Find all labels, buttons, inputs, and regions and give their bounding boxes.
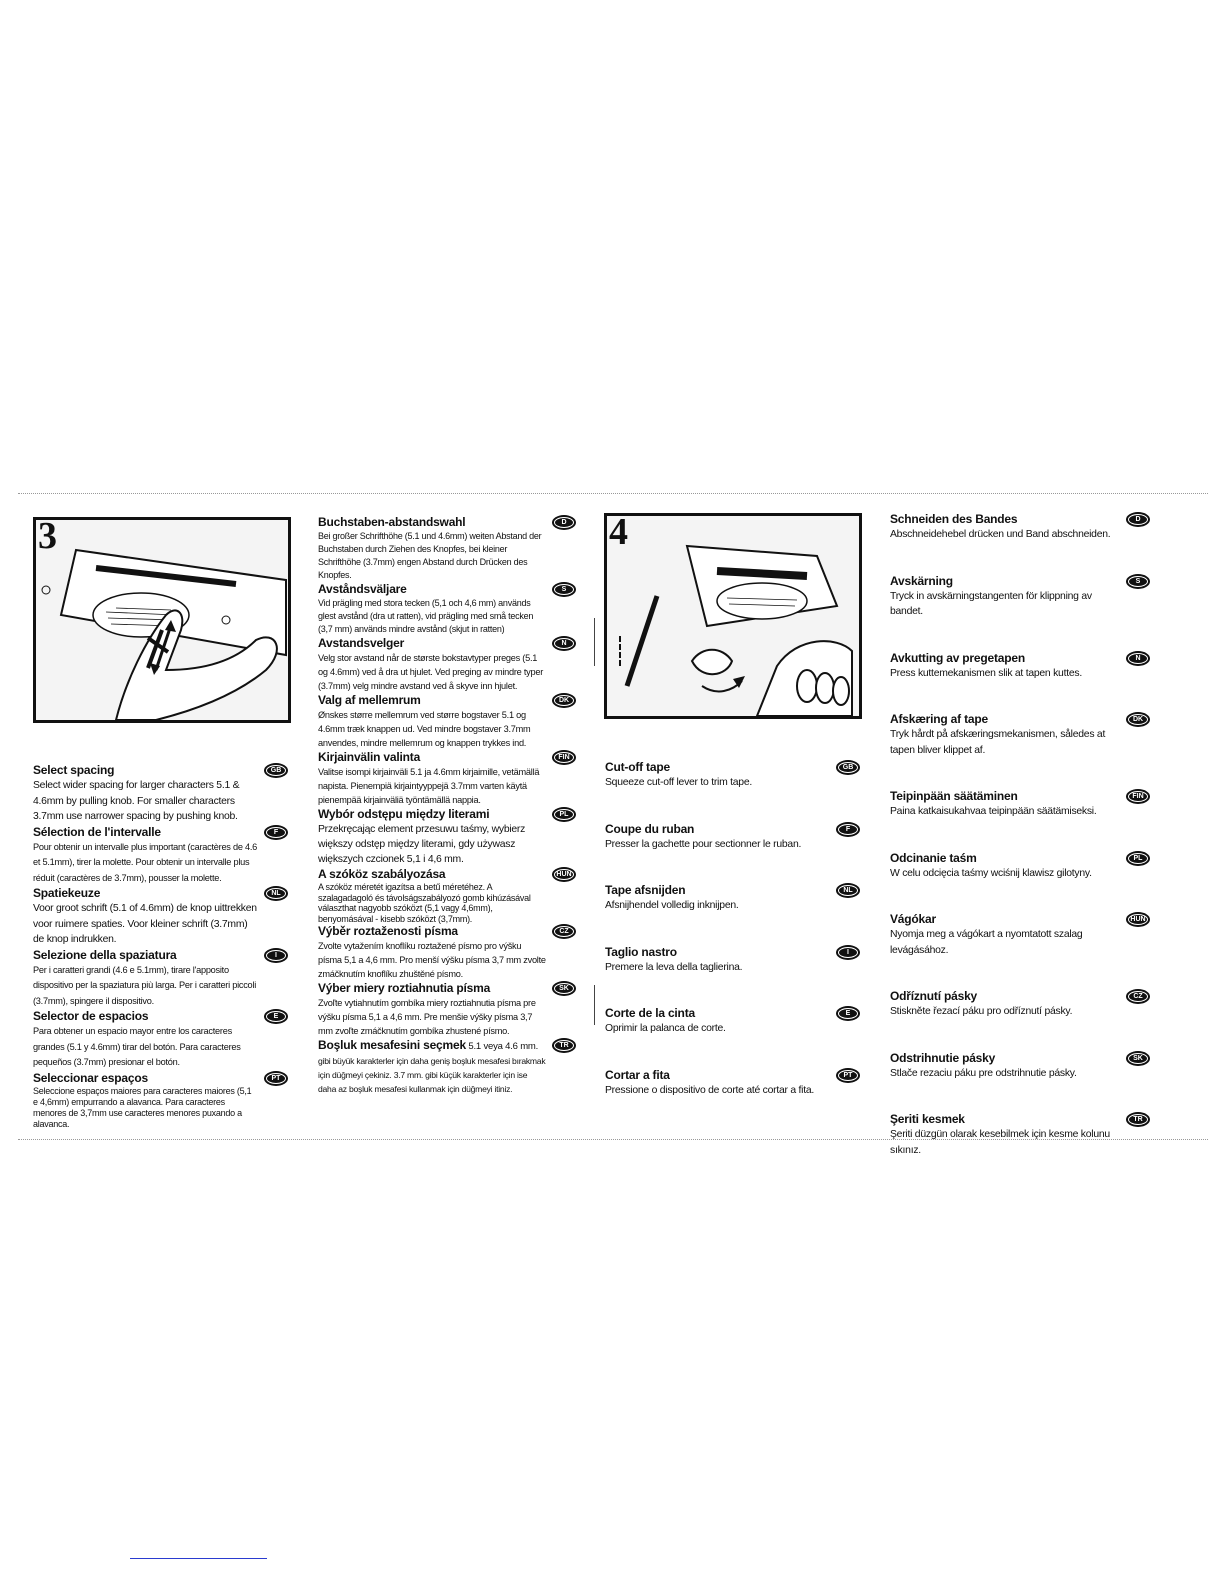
step3-number: 3: [38, 517, 57, 557]
section-body: Para obtener un espacio mayor entre los caracteres grandes (5.1 y 4.6mm) tirar del botón. Para caracteres pequeños (3.7mm) presionar el botón.: [33, 1026, 241, 1067]
section-cutoff-sk: [890, 1051, 1150, 1082]
section-body: Velg stor avstand når de største bokstavtyper preges (5.1 og 4.6mm) ved å dra ut hjulet. Ved preging av mindre typer (3.7mm) velg mindre avstand ved å skyve inn hjulet.: [318, 653, 544, 691]
language-badge-tr: TR: [1126, 1112, 1150, 1127]
bracket-lower: [594, 985, 595, 1025]
section-body: Şeriti düzgün olarak kesebilmek için kesme kolunu sıkınız.: [890, 1129, 1110, 1156]
section-cutoff-nl: [605, 883, 860, 914]
section-title: Spatiekeuze: [33, 886, 101, 900]
section-cutoff-d: [890, 512, 1150, 543]
language-badge-cz: CZ: [1126, 989, 1150, 1004]
section-cutoff-i: [605, 945, 860, 976]
section-spacing-pt: [33, 1071, 288, 1130]
section-title: Tape afsnijden: [605, 883, 686, 897]
section-spacing-d: [318, 515, 576, 582]
section-title: Avstandsvelger: [318, 636, 405, 650]
section-body: Squeeze cut-off lever to trim tape.: [605, 777, 752, 788]
section-title: Odříznutí pásky: [890, 989, 978, 1003]
language-badge-s: S: [1126, 574, 1150, 589]
language-badge-i: I: [264, 948, 288, 963]
section-spacing-e: [33, 1009, 288, 1071]
section-spacing-s: [318, 582, 576, 636]
language-badge-e: E: [264, 1009, 288, 1024]
section-title: Výběr roztaženosti písma: [318, 924, 458, 938]
section-title-text: Boşluk mesafesini seçmek: [318, 1038, 466, 1052]
language-badge-pl: PL: [1126, 851, 1150, 866]
section-body: Bei großer Schrifthöhe (5.1 und 4.6mm) weiten Abstand der Buchstaben durch Ziehen des Knopfes, bei kleiner Schrifthöhe (3.7mm) engen Abstand durch Drücken des Knopfes.: [318, 531, 542, 580]
section-title: Cortar a fita: [605, 1067, 670, 1082]
section-body: Afsnijhendel volledig inknijpen.: [605, 900, 739, 911]
step4-illustration: [604, 513, 862, 719]
language-badge-sk: SK: [552, 981, 576, 996]
section-cutoff-fin: [890, 789, 1150, 820]
section-body: Vid prägling med stora tecken (5,1 och 4,6 mm) används glest avstånd (dra ut ratten), vid prägling med små tecken (3,7 mm) används mindre avstånd (skjut in ratten): [318, 598, 534, 634]
language-badge-n: N: [552, 636, 576, 651]
section-spacing-cz: [318, 924, 576, 981]
section-body: gibi büyük karakterler için daha geniş boşluk mesafesi bırakmak için düğmeyi çekiniz. 3.7 mm. gibi küçük karakterler için ise daha az boşluk mesafesi kullanmak için düğmeyi itiniz.: [318, 1056, 546, 1094]
section-body: Pour obtenir un intervalle plus important (caractères de 4.6 et 5.1mm), tirer la molette. Pour obtenir un intervalle plus réduit (caractères de 3.7mm), pousser la molette.: [33, 841, 258, 883]
cutoff-column-1: [605, 760, 860, 1129]
top-dotted-rule: [18, 493, 1208, 494]
section-title: Teipinpään säätäminen: [890, 789, 1018, 803]
section-title: Corte de la cinta: [605, 1006, 695, 1020]
section-title: A szóköz szabályozása: [318, 867, 446, 881]
section-title: Valg af mellemrum: [318, 693, 421, 707]
section-spacing-n: [318, 636, 576, 693]
section-title: Seleccionar espaços: [33, 1070, 148, 1085]
section-cutoff-e: [605, 1006, 860, 1037]
section-body: Tryk hårdt på afskæringsmekanismen, således at tapen bliver klippet af.: [890, 729, 1106, 756]
language-badge-i: I: [836, 945, 860, 960]
section-title: Coupe du ruban: [605, 821, 695, 836]
hand-pulling-knob-illustration: [36, 520, 288, 720]
section-body: Abschneidehebel drücken und Band abschneiden.: [890, 529, 1111, 540]
section-cutoff-dk: [890, 712, 1150, 758]
section-spacing-fin: [318, 750, 576, 807]
language-badge-f: F: [264, 825, 288, 840]
language-badge-e: E: [836, 1006, 860, 1021]
language-badge-n: N: [1126, 651, 1150, 666]
section-body: A szóköz méretét igazítsa a betű méretéhez. A szalagadagoló és távolságszabályozó gomb kihúzásával választhat nagyobb szóközt (5,1 vagy 4,6mm), benyomásával - kisebb szóközt (3,7mm).: [318, 882, 531, 924]
section-body: Select wider spacing for larger characters 5.1 & 4.6mm by pulling knob. For smaller characters 3.7mm use narrower spacing by pushing knob.: [33, 780, 240, 822]
section-title: Odcinanie taśm: [890, 850, 977, 865]
language-badge-hun: HUN: [1126, 912, 1150, 927]
language-badge-nl: NL: [264, 886, 288, 901]
language-badge-tr: TR: [552, 1038, 576, 1053]
section-spacing-i: [33, 948, 288, 1010]
section-title: Select spacing: [33, 763, 115, 777]
section-title: Selector de espacios: [33, 1009, 149, 1023]
section-title: Selezione della spaziatura: [33, 947, 177, 962]
section-title-suffix: 5.1 veya 4.6 mm.: [465, 1041, 539, 1052]
language-badge-cz: CZ: [552, 924, 576, 939]
section-cutoff-tr: [890, 1112, 1150, 1158]
section-cutoff-pl: [890, 851, 1150, 882]
language-badge-fin: FIN: [1126, 789, 1150, 804]
footer-link-underline[interactable]: [130, 1558, 267, 1559]
spacing-column-2: [318, 515, 576, 1096]
section-body: Ønskes større mellemrum ved større bogstaver 5.1 og 4.6mm træk knappen ud. Ved mindre bogstaver 3.7mm anvendes, mindre mellemrum og knappen trykkes ind.: [318, 710, 531, 748]
section-spacing-tr: [318, 1038, 576, 1096]
section-body: Presser la gachette pour sectionner le ruban.: [605, 838, 802, 850]
language-badge-pl: PL: [552, 807, 576, 822]
step4-number: 4: [609, 513, 628, 553]
section-spacing-sk: [318, 981, 576, 1038]
section-title: Buchstaben-abstandswahl: [318, 515, 466, 529]
section-spacing-gb: [33, 763, 288, 825]
section-title: Schneiden des Bandes: [890, 512, 1018, 526]
section-cutoff-pt: [605, 1068, 860, 1099]
language-badge-d: D: [1126, 512, 1150, 527]
language-badge-d: D: [552, 515, 576, 530]
language-badge-dk: DK: [1126, 712, 1150, 727]
section-body: Paina katkaisukahvaa teipinpään säätämiseksi.: [890, 806, 1097, 817]
language-badge-hun: HUN: [552, 867, 576, 882]
section-title: Kirjainvälin valinta: [318, 750, 421, 764]
section-body: Press kuttemekanismen slik at tapen kuttes.: [890, 667, 1082, 679]
section-title: Výber miery roztiahnutia písma: [318, 981, 491, 995]
spacing-column-1: [33, 763, 288, 1130]
section-body: Nyomja meg a vágókart a nyomtatott szalag levágásához.: [890, 929, 1083, 956]
section-body: Zvoľte vytiahnutím gombíka miery roztiahnutia písma pre výšku písma 5,1 a 4,6 mm. Pre menšie výšky písma 3,7 mm zvoľte zmáčknutím gombíka zhustené písmo.: [318, 998, 536, 1036]
language-badge-pt: PT: [264, 1071, 288, 1086]
section-spacing-f: [33, 825, 288, 887]
section-spacing-pl: [318, 807, 576, 867]
section-body: Zvolte vytažením knoflíku roztažené písmo pro výšku písma 5,1 a 4,6 mm. Pro menší výšku písma 3,7 mm zvolte zmáčknutím knoflíku zhuštěné písmo.: [318, 941, 546, 979]
section-body: Premere la leva della taglierina.: [605, 961, 743, 973]
language-badge-gb: GB: [264, 763, 288, 778]
section-title: Cut-off tape: [605, 760, 670, 774]
section-cutoff-cz: [890, 989, 1150, 1020]
language-badge-pt: PT: [836, 1068, 860, 1083]
hand-squeezing-cutoff-illustration: [607, 516, 859, 716]
section-body: Stiskněte řezací páku pro odříznutí pásky.: [890, 1006, 1073, 1017]
section-body: Oprimir la palanca de corte.: [605, 1023, 726, 1034]
section-title: Afskæring af tape: [890, 712, 988, 726]
section-cutoff-s: [890, 574, 1150, 620]
language-badge-s: S: [552, 582, 576, 597]
section-body: Przekręcając element przesuwu taśmy, wybierz większy odstęp między literami, gdy używasz większych czcionek 5,1 i 4,6 mm.: [318, 824, 526, 865]
section-body: Stlače rezaciu páku pre odstrihnutie pásky.: [890, 1067, 1077, 1079]
section-spacing-hun: [318, 867, 576, 924]
language-badge-fin: FIN: [552, 750, 576, 765]
section-title: Avskärning: [890, 573, 953, 588]
section-spacing-dk: [318, 693, 576, 750]
language-badge-nl: NL: [836, 883, 860, 898]
section-title: Taglio nastro: [605, 944, 677, 959]
section-title: Şeriti kesmek: [890, 1112, 965, 1126]
section-cutoff-n: [890, 651, 1150, 682]
section-body: Valitse isompi kirjainväli 5.1 ja 4.6mm kirjaimille, vetämällä napista. Pienempiä kirjaintyyppejä 3.7mm varten käytä pienempää kirjainväliä työntämällä nappia.: [318, 767, 540, 805]
section-cutoff-hun: [890, 912, 1150, 958]
section-cutoff-gb: [605, 760, 860, 791]
section-body: W celu odcięcia taśmy wciśnij klawisz gilotyny.: [890, 867, 1092, 879]
section-body: Seleccione espaços maiores para caracteres maiores (5,1 e 4,6mm) empurrando a alavanca. Para caracteres menores de 3,7mm use caracteres menores puxando a alavanca.: [33, 1085, 252, 1129]
section-title: Vágókar: [890, 912, 936, 926]
language-badge-sk: SK: [1126, 1051, 1150, 1066]
section-body: Tryck in avskärningstangenten för klippning av bandet.: [890, 590, 1092, 617]
section-body: Per i caratteri grandi (4.6 e 5.1mm), tirare l'apposito dispositivo per la spaziatura più larga. Per i caratteri piccoli (3.7mm), spingere il dispositivo.: [33, 964, 256, 1006]
section-title: [318, 1038, 546, 1054]
section-cutoff-f: [605, 822, 860, 853]
section-title: Odstrihnutie pásky: [890, 1050, 996, 1065]
language-badge-dk: DK: [552, 693, 576, 708]
language-badge-gb: GB: [836, 760, 860, 775]
tape-direction-arrow: [619, 636, 623, 666]
section-title: Avkutting av pregetapen: [890, 650, 1025, 665]
language-badge-f: F: [836, 822, 860, 837]
section-title: Avståndsväljare: [318, 582, 407, 596]
section-title: Sélection de l'intervalle: [33, 824, 161, 839]
bracket-upper: [594, 618, 595, 666]
section-title: Wybór odstępu między literami: [318, 807, 490, 821]
step3-illustration: [33, 517, 291, 723]
section-spacing-nl: [33, 886, 288, 948]
cutoff-column-2: [890, 512, 1150, 1189]
section-body: Voor groot schrift (5.1 of 4.6mm) de knop uittrekken voor ruimere spaties. Voor kleiner schrift (3.7mm) de knop indrukken.: [33, 903, 257, 945]
section-body: Pressione o dispositivo de corte até cortar a fita.: [605, 1084, 815, 1096]
